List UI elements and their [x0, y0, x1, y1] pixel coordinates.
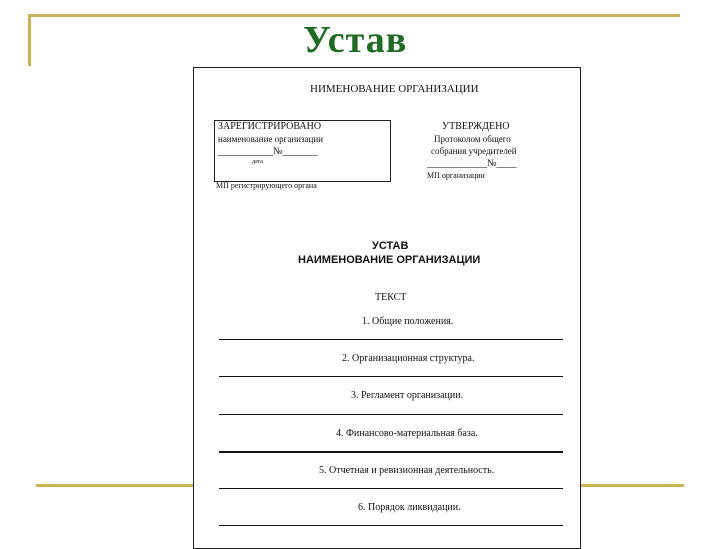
slide-title: Устав	[303, 19, 408, 61]
section-item: 4. Финансово-материальная база.	[336, 428, 478, 439]
section-item: 3. Регламент организации.	[351, 390, 464, 401]
charter-title: УСТАВ	[372, 240, 409, 252]
registered-org-name: наименование организации	[218, 134, 323, 144]
registered-date-label: дата	[252, 159, 263, 165]
section-rule	[219, 488, 563, 489]
registered-number-line: ___________№_______	[218, 146, 318, 157]
organization-header: НИМЕНОВАНИЕ ОРГАНИЗАЦИИ	[310, 83, 479, 95]
registrar-seal-label: МП регистрирующего органа	[216, 181, 317, 190]
section-rule	[219, 525, 563, 526]
section-item: 5. Отчетная и ревизионная деятельность.	[319, 465, 495, 476]
section-rule	[219, 339, 563, 340]
approved-title: УТВЕРЖДЕНО	[442, 121, 510, 132]
registered-title: ЗАРЕГИСТРИРОВАНО	[218, 121, 322, 132]
section-rule	[219, 451, 563, 453]
approved-protocol: Протоколом общего	[434, 134, 511, 144]
approved-number-line: ____________№____	[427, 158, 517, 169]
section-item: 2. Организационная структура.	[342, 353, 475, 364]
section-item: 1. Общие положения.	[362, 316, 454, 327]
section-item: 6. Порядок ликвидации.	[358, 502, 461, 513]
section-rule	[219, 376, 563, 377]
charter-document	[193, 67, 581, 549]
slide-frame-left-line	[28, 14, 31, 66]
approved-founders-meeting: собрания учредителей	[431, 146, 517, 156]
charter-org-name: НАИМЕНОВАНИЕ ОРГАНИЗАЦИИ	[298, 254, 481, 266]
approved-seal-label: МП организации	[427, 171, 485, 180]
section-rule	[219, 414, 563, 415]
slide-frame-top-line	[28, 14, 680, 17]
text-label: ТЕКСТ	[375, 292, 407, 303]
